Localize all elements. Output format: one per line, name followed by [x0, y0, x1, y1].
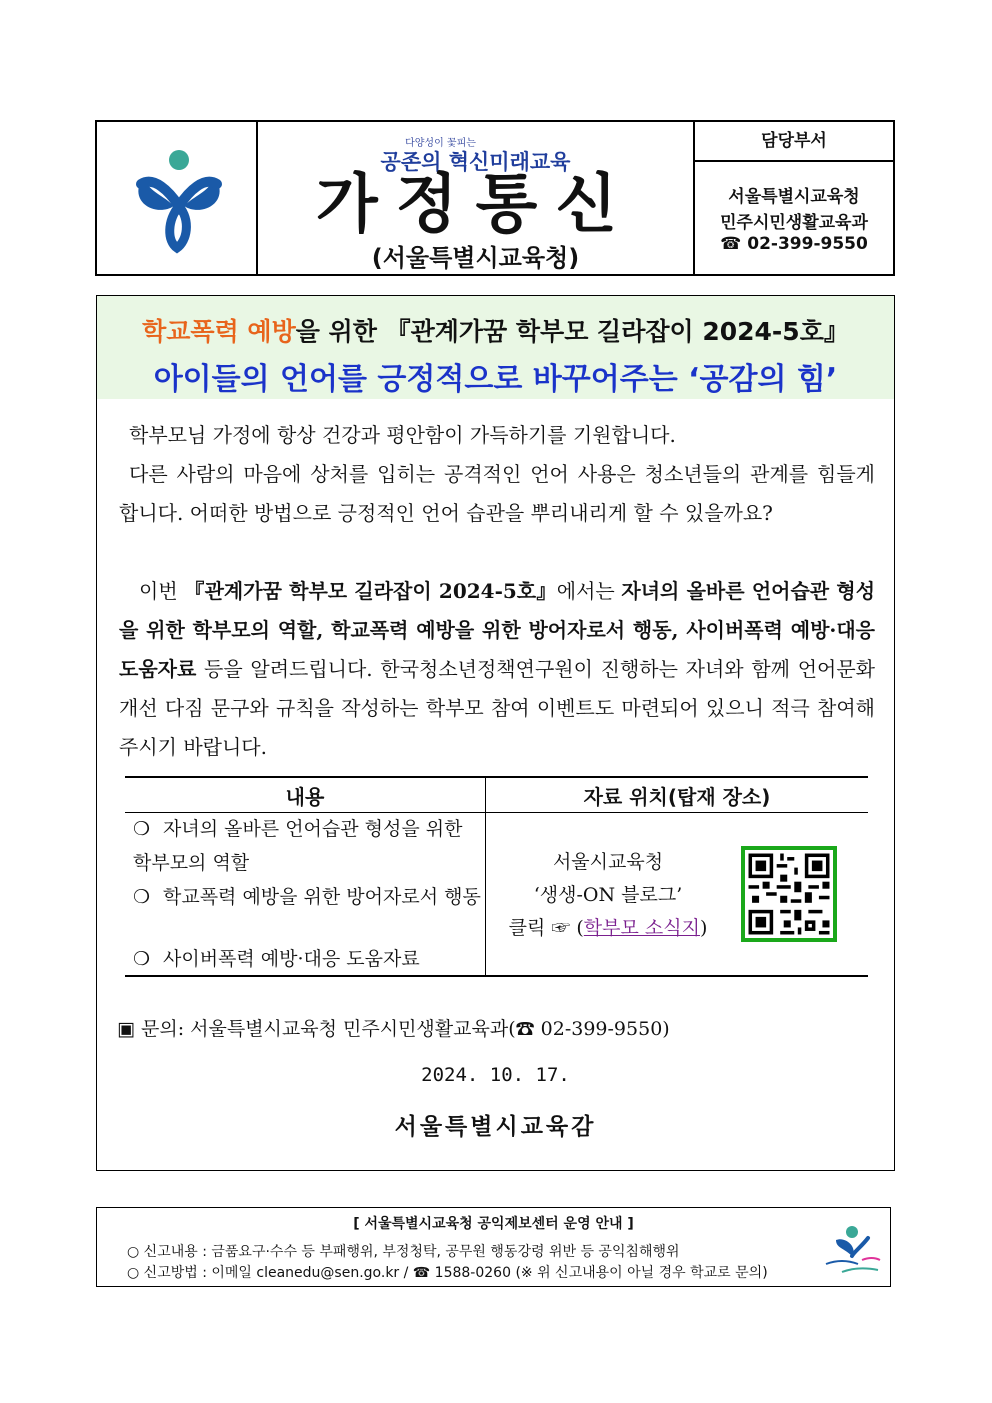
bullet-icon: ❍ — [133, 818, 151, 840]
paragraph-greeting: 학부모님 가정에 항상 건강과 평안함이 가득하기를 기원합니다. — [129, 423, 676, 447]
page-subtitle: (서울특별시교육청) — [371, 244, 580, 272]
department-heading: 담당부서 — [695, 122, 893, 162]
department-cell — [693, 122, 893, 274]
issue-date: 2024. 10. 17. — [421, 1064, 570, 1086]
header-box — [95, 120, 895, 276]
notice-title: [ 서울특별시교육청 공익제보센터 운영 안내 ] — [353, 1216, 634, 1232]
department-name: 민주시민생활교육과 — [720, 213, 868, 233]
whistleblower-notice — [96, 1207, 891, 1287]
qr-code-pattern — [745, 850, 833, 938]
campaign-logo-icon — [822, 1218, 884, 1278]
bullet-icon: ❍ — [133, 948, 151, 970]
logo-cell — [97, 122, 258, 274]
slogan: 공존의 혁신미래교육 — [380, 150, 571, 174]
main-content-box — [96, 295, 895, 1171]
item-1-text: 자녀의 올바른 언어습관 형성을 위한 학부모의 역할 — [133, 818, 463, 874]
location-blog: ‘생생-ON 블로그’ — [533, 884, 683, 906]
headline-highlight: 학교폭력 예방 — [142, 317, 296, 346]
department-org: 서울특별시교육청 — [728, 187, 860, 207]
p3-title: 『관계가꿈 학부모 길라잡이 2024-5호』 — [184, 579, 557, 603]
p3-text-c: 에서는 — [556, 579, 622, 603]
paragraph-intro: 다른 사람의 마음에 상처를 입히는 공격적인 언어 사용은 청소년들의 관계를 힘들게 합니다. 어떠한 방법으로 긍정적인 언어 습관을 뿌리내리게 할 수 있을까요? — [119, 462, 875, 525]
table-item-3 — [133, 942, 483, 976]
seoul-education-logo — [129, 146, 229, 256]
notice-report-content: ○ 신고내용 : 금품요구·수수 등 부패행위, 부정청탁, 공무원 행동강령 위반 등 공익침해행위 — [127, 1244, 680, 1260]
table-item-1 — [133, 812, 483, 880]
slogan-small: 다양성이 꽃피는 — [405, 138, 476, 149]
page-title: 가정통신 — [315, 168, 636, 242]
item-2-text: 학교폭력 예방을 위한 방어자로서 행동 — [163, 886, 481, 908]
qr-code-icon[interactable] — [741, 846, 837, 942]
table-item-2 — [133, 880, 483, 914]
headline-banner — [97, 296, 894, 399]
headline-rest: 을 위한 『관계가꿈 학부모 길라잡이 2024-5호』 — [295, 317, 849, 346]
notice-report-method: ○ 신고방법 : 이메일 cleanedu@sen.go.kr / ☎ 1588-0260 (※ 위 신고내용이 아닐 경우 학교로 문의) — [127, 1265, 768, 1281]
contents-table — [125, 776, 868, 977]
location-click — [503, 912, 713, 945]
p3-text-a: 이번 — [139, 579, 185, 603]
p3-contents: 자녀의 올바른 언어습관 형성을 위한 학부모의 역할, 학교폭력 예방을 위한 방어자로서 행동, 사이버폭력 예방·대응 도움자료 — [119, 579, 876, 681]
parent-newsletter-link[interactable]: 학부모 소식지 — [583, 917, 700, 939]
paragraph-details — [119, 572, 875, 767]
item-3-text: 사이버폭력 예방·대응 도움자료 — [163, 948, 420, 970]
headline-line1 — [97, 312, 894, 348]
table-header-contents: 내용 — [285, 785, 325, 809]
table-header-location: 자료 위치(탑재 장소) — [583, 785, 771, 809]
contact-info: ▣ 문의: 서울특별시교육청 민주시민생활교육과(☎ 02-399-9550) — [117, 1018, 670, 1040]
department-phone: ☎ 02-399-9550 — [720, 234, 868, 254]
click-text: 클릭 ☞ ( — [508, 917, 584, 939]
headline-line2: 아이들의 언어를 긍정적으로 바꾸어주는 ‘공감의 힘’ — [153, 362, 838, 397]
click-close: ) — [699, 917, 708, 939]
location-org: 서울시교육청 — [552, 851, 664, 873]
p3-text-e: 등을 알려드립니다. 한국청소년정책연구원이 진행하는 자녀와 함께 언어문화 개선 다짐 문구와 규칙을 작성하는 학부모 참여 이벤트도 마련되어 있으니 적극 참여해 주시기 바랍니다. — [119, 657, 875, 759]
table-top-rule — [125, 776, 868, 778]
signer: 서울특별시교육감 — [394, 1113, 597, 1140]
title-cell — [258, 122, 693, 274]
bullet-icon: ❍ — [133, 886, 151, 908]
